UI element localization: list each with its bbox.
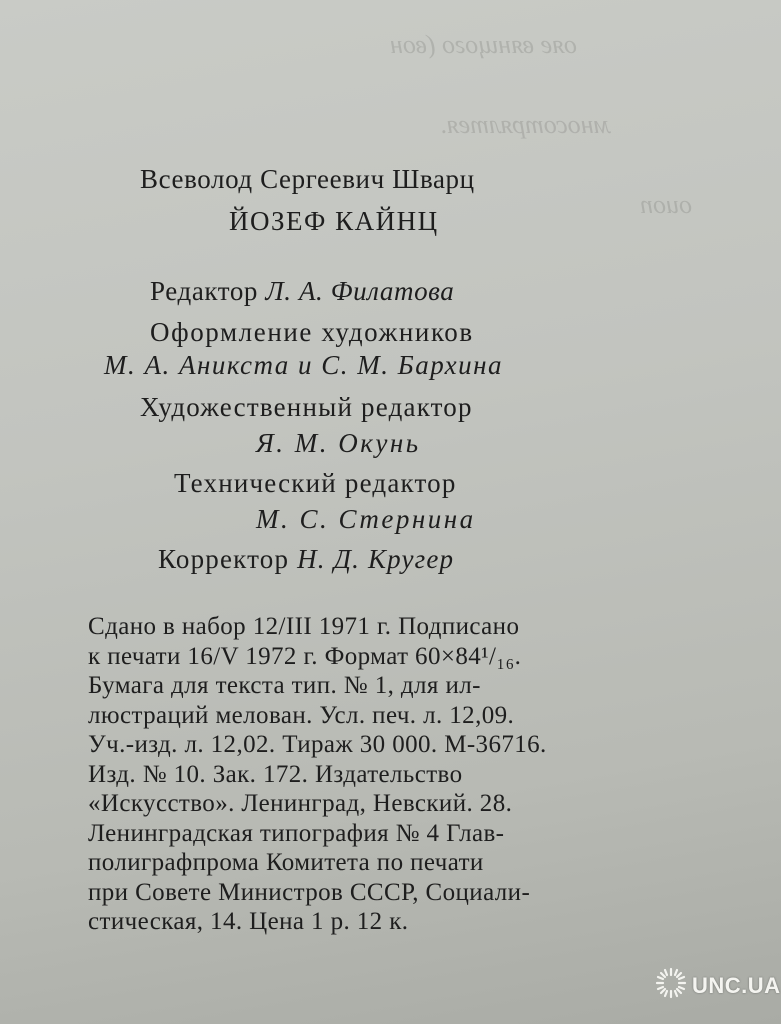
- author-name: Всеволод Сергеевич Шварц: [140, 164, 475, 194]
- art-editor-name: Я. М. Окунь: [256, 428, 421, 458]
- watermark-text: UNC.UA: [692, 972, 781, 998]
- imprint-line: Бумага для текста тип. № 1, для ил-: [88, 672, 481, 699]
- imprint-line: Уч.-изд. л. 12,02. Тираж 30 000. М-36716.: [88, 731, 547, 758]
- tech-editor-name: М. С. Стернина: [256, 504, 476, 534]
- show-through-text: мносотрялтея.: [440, 110, 611, 139]
- proofreader-name: Н. Д. Кругер: [297, 544, 455, 574]
- imprint-line: Изд. № 10. Зак. 172. Издательство: [88, 760, 463, 788]
- sunburst-icon: [654, 966, 688, 1005]
- imprint-line: стическая, 14. Цена 1 р. 12 к.: [88, 908, 409, 935]
- imprint-line: люстраций мелован. Усл. печ. л. 12,09.: [88, 701, 515, 729]
- editor-name: Л. А. Филатова: [265, 276, 455, 306]
- imprint-line: при Совете Министров СССР, Социали-: [88, 878, 531, 906]
- editor-credit: [150, 276, 454, 307]
- design-names: М. А. Аникста и С. М. Бархина: [104, 350, 504, 380]
- art-editor-label: Художественный редактор: [140, 392, 473, 422]
- editor-label: Редактор: [150, 276, 259, 306]
- imprint-line: «Искусство». Ленинград, Невский. 28.: [88, 790, 513, 817]
- proofreader-credit: [158, 544, 454, 575]
- imprint-line: полиграфпрома Комитета по печати: [88, 849, 484, 876]
- imprint-block: [88, 612, 668, 937]
- imprint-line: к печати 16/V 1972 г. Формат 60×84¹/₁₆.: [88, 642, 522, 670]
- proofreader-label: Корректор: [158, 544, 290, 574]
- imprint-line: Ленинградская типография № 4 Глав-: [88, 819, 505, 847]
- design-label: Оформление художников: [150, 317, 474, 347]
- tech-editor-label: Технический редактор: [174, 468, 457, 498]
- book-title: ЙОЗЕФ КАЙНЦ: [229, 206, 439, 236]
- watermark-logo: [654, 966, 781, 1005]
- show-through-text: ояе вянщого (вон: [390, 30, 577, 59]
- imprint-line: Сдано в набор 12/III 1971 г. Подписано: [88, 613, 520, 640]
- show-through-text: оиоп: [640, 190, 692, 219]
